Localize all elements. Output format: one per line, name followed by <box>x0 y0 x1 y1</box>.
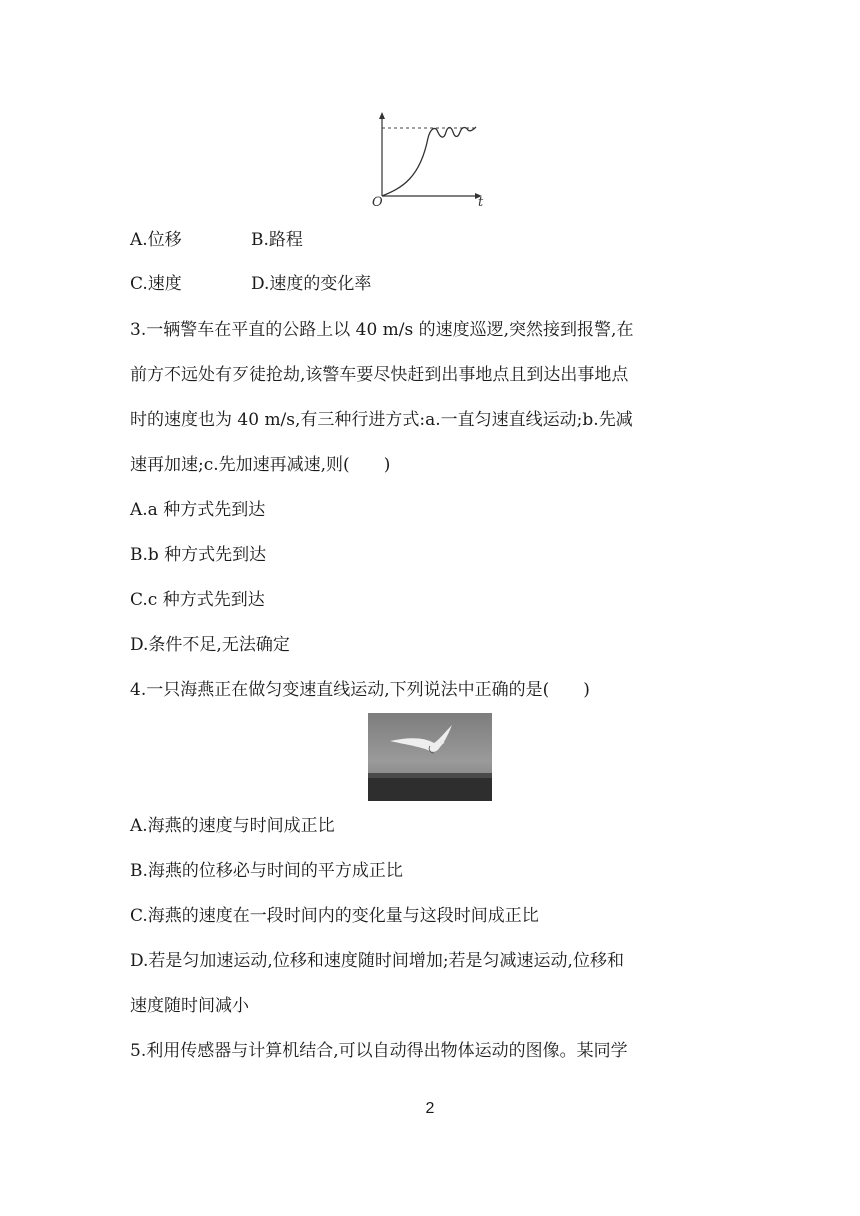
q4-option-a: A.海燕的速度与时间成正比 <box>130 816 335 836</box>
q2-option-b: B.路程 <box>251 230 303 250</box>
q4-stem: 4.一只海燕正在做匀变速直线运动,下列说法中正确的是( ) <box>130 680 590 700</box>
q3-option-a: A.a 种方式先到达 <box>130 500 266 520</box>
q3-option-b: B.b 种方式先到达 <box>130 545 267 565</box>
q4-option-d-line-2: 速度随时间减小 <box>130 996 249 1016</box>
graph-curve <box>382 127 476 196</box>
seagull-photo <box>368 713 492 801</box>
q4-option-b: B.海燕的位移必与时间的平方成正比 <box>130 861 403 881</box>
y-axis-arrow <box>379 112 385 119</box>
q2-option-d: D.速度的变化率 <box>251 274 372 294</box>
q2-options-row-2 <box>130 272 371 296</box>
q3-option-d: D.条件不足,无法确定 <box>130 635 290 655</box>
origin-label: O <box>372 195 383 208</box>
page-number: 2 <box>425 1100 435 1117</box>
q2-option-a: A.位移 <box>130 230 182 250</box>
q4-option-c: C.海燕的速度在一段时间内的变化量与这段时间成正比 <box>130 906 539 926</box>
motion-graph <box>362 108 492 208</box>
q3-stem-line-1: 3.一辆警车在平直的公路上以 40 m/s 的速度巡逻,突然接到报警,在 <box>130 320 634 340</box>
q2-options-row-1 <box>130 228 303 252</box>
q3-stem-line-2: 前方不远处有歹徒抢劫,该警车要尽快赶到出事地点且到达出事地点 <box>130 365 629 385</box>
q3-stem-line-3: 时的速度也为 40 m/s,有三种行进方式:a.一直匀速直线运动;b.先减 <box>130 410 633 430</box>
q3-option-c: C.c 种方式先到达 <box>130 590 265 610</box>
q2-option-c: C.速度 <box>130 274 182 294</box>
q4-option-d-line-1: D.若是匀加速运动,位移和速度随时间增加;若是匀减速运动,位移和 <box>130 951 624 971</box>
x-axis-label: t <box>478 195 484 208</box>
q3-stem-line-4: 速再加速;c.先加速再减速,则( ) <box>130 455 391 475</box>
q5-stem: 5.利用传感器与计算机结合,可以自动得出物体运动的图像。某同学 <box>130 1041 628 1061</box>
